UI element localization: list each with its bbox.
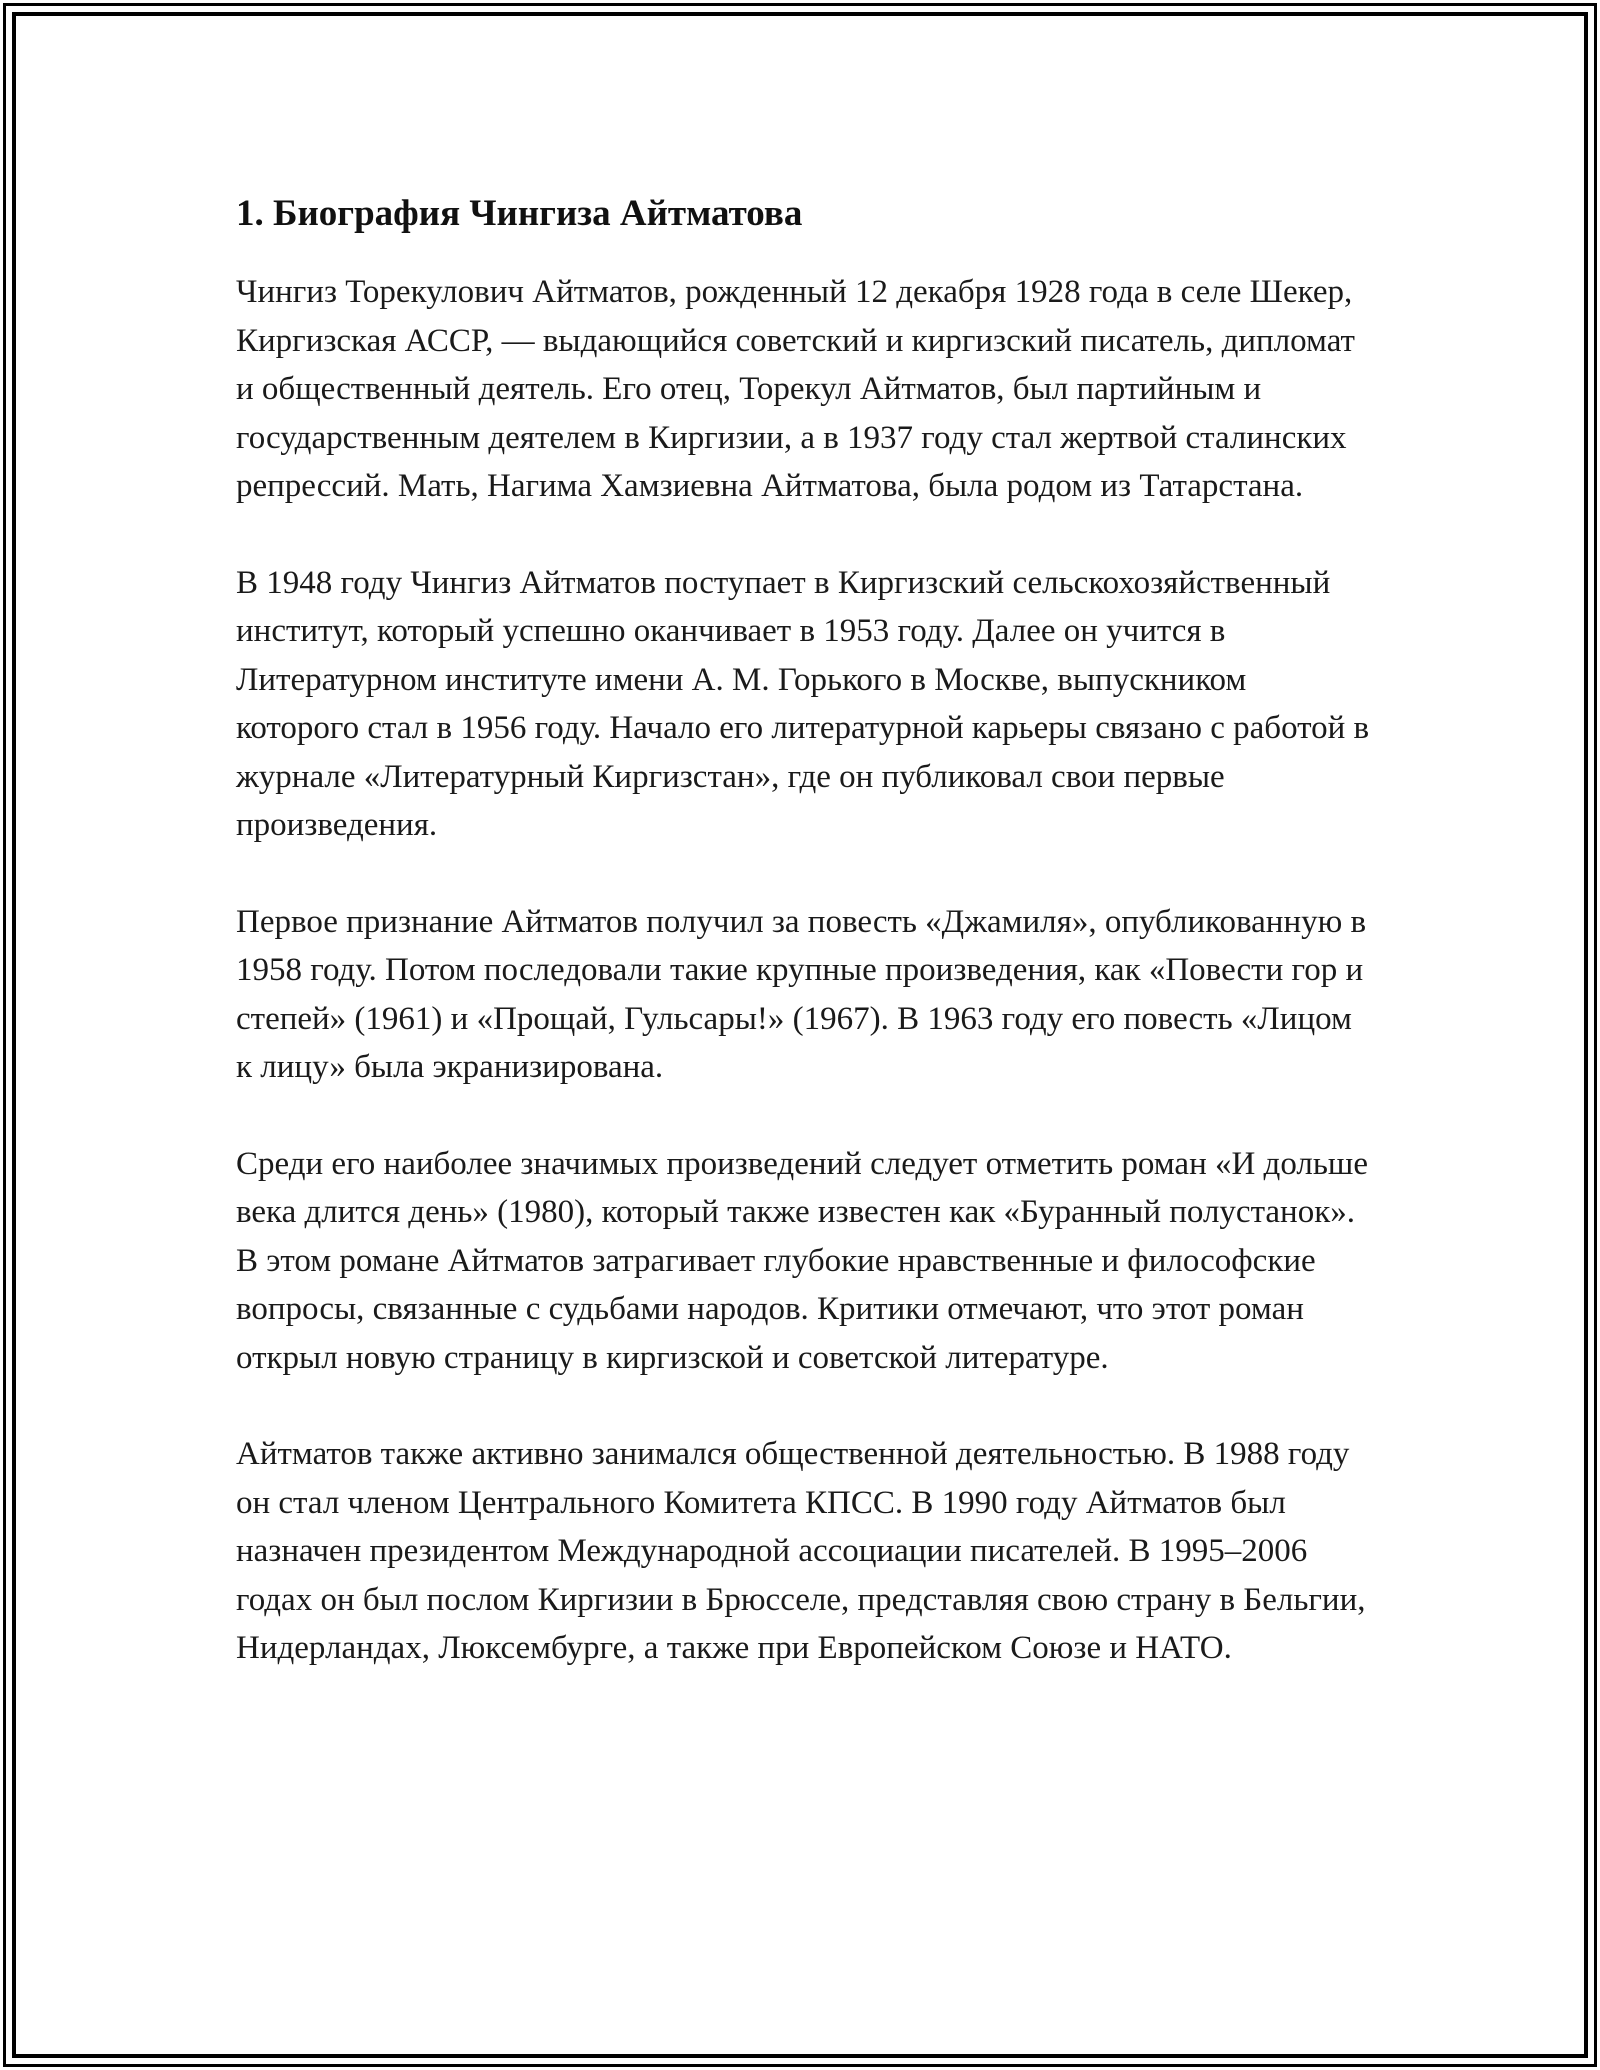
document-body — [236, 186, 1376, 1673]
paragraph-first-recognition: Первое признание Айтматов получил за повесть «Джамиля», опубликованную в 1958 году. Потом последовали такие крупные произведения, как «Повести гор и степей» (1961) и «Прощай, Гульсары!» (1967). В 1963 году его повесть «Лицом к лицу» была экранизирована. — [236, 903, 1367, 1085]
paragraph-education: В 1948 году Чингиз Айтматов поступает в Киргизский сельскохозяйственный институт, который успешно оканчивает в 1953 году. Далее он учится в Литературном институте имени А. М. Горького в Москве, выпускником которого стал в 1956 году. Начало его литературной карьеры связано с работой в журнале «Литературный Киргизстан», где он публиковал свои первые произведения. — [236, 564, 1370, 843]
paragraph-public-activity: Айтматов также активно занимался общественной деятельностью. В 1988 году он стал членом Центрального Комитета КПСС. В 1990 году Айтматов был назначен президентом Международной ассоциации писателей. В 1995–2006 годах он был послом Киргизии в Брюсселе, представляя свою страну в Бельгии, Нидерландах, Люксембурге, а также при Европейском Союзе и НАТО. — [236, 1436, 1366, 1666]
section-heading: 1. Биография Чингиза Айтматова — [236, 193, 803, 234]
paragraph-early-life: Чингиз Торекулович Айтматов, рожденный 12 декабря 1928 года в селе Шекер, Киргизская АССР, — выдающийся советский и киргизский писатель, дипломат и общественный деятель. Его отец, Торекул Айтматов, был партийным и государственным деятелем в Киргизии, а в 1937 году стал жертвой сталинских репрессий. Мать, Нагима Хамзиевна Айтматова, была родом из Татарстана. — [236, 274, 1355, 504]
paragraph-major-works: Среди его наиболее значимых произведений следует отметить роман «И дольше века длится день» (1980), который также известен как «Буранный полустанок». В этом романе Айтматов затрагивает глубокие нравственные и философские вопросы, связанные с судьбами народов. Критики отмечают, что этот роман открыл новую страницу в киргизской и советской литературе. — [236, 1145, 1368, 1376]
